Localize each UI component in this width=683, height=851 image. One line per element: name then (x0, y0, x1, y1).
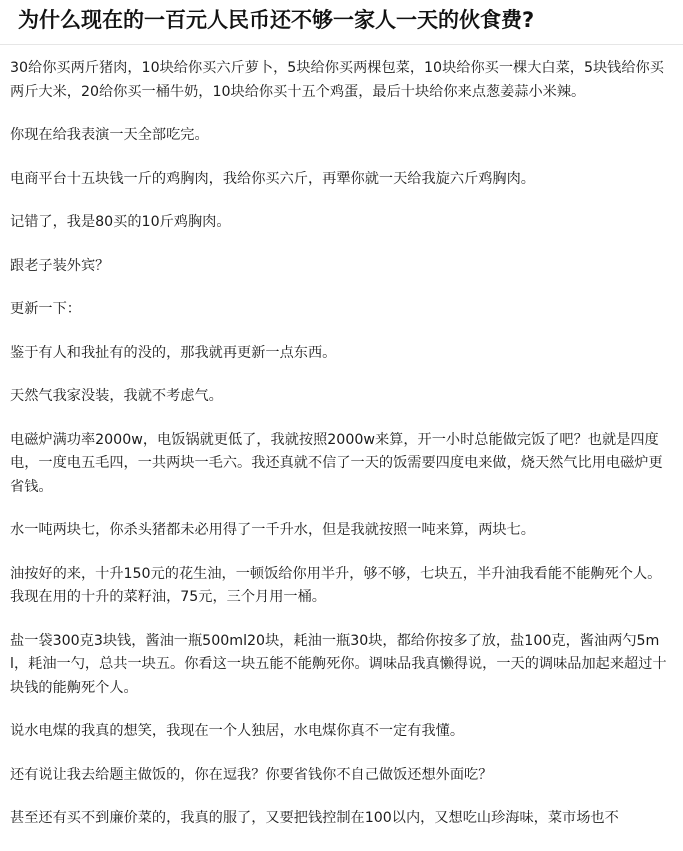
question-title: 为什么现在的一百元人民币还不够一家人一天的伙食费? (18, 8, 535, 32)
answer-paragraph: 跟老子装外宾？ (10, 257, 110, 274)
answer-paragraph: 还有说让我去给题主做饭的，你在逗我？你要省钱你不自己做饭还想外面吃？ (10, 766, 493, 783)
answer-paragraph: 鉴于有人和我扯有的没的，那我就再更新一点东西。 (10, 344, 337, 361)
answer-paragraph: 你现在给我表演一天全部吃完。 (10, 127, 209, 143)
answer-paragraph: 电磁炉满功率2000w，电饭锅就更低了，我就按照2000w来算，开一小时总能做完饭了吧？也就是四度电，一度电五毛四，一共两块一毛六。我还真就不信了一天的饭需要四度电来做，烧天然气比用电磁炉更省钱。 (10, 431, 663, 495)
answer-paragraph: 30给你买两斤猪肉，10块给你买六斤萝卜，5块给你买两棵包菜，10块给你买一棵大白菜，5块钱给你买两斤大米，20给你买一桶牛奶，10块给你买十五个鸡蛋，最后十块给你来点葱姜蒜小米辣。 (10, 60, 664, 100)
answer-paragraph: 盐一袋300克3块钱，酱油一瓶500ml20块，耗油一瓶30块，都给你按多了放，盐100克，酱油两勺5ml，耗油一勺，总共一块五。你看这一块五能不能齁死你。调味品我真懒得说，一天的调味品加起来超过十块钱的能齁死个人。 (10, 632, 667, 696)
answer-paragraph: 甚至还有买不到廉价菜的，我真的服了，又要把钱控制在100以内，又想吃山珍海味，菜市场也不 (10, 810, 619, 826)
answer-paragraph: 天然气我家没装，我就不考虑气。 (10, 388, 223, 404)
answer-paragraph: 记错了，我是80买的10斤鸡胸肉。 (10, 214, 231, 230)
answer-body (10, 57, 672, 851)
question-header (0, 0, 683, 45)
answer-paragraph: 说水电煤的我真的想笑，我现在一个人独居，水电煤你真不一定有我懂。 (10, 723, 465, 739)
answer-paragraph: 水一吨两块七，你杀头猪都未必用得了一千升水，但是我就按照一吨来算，两块七。 (10, 522, 535, 538)
answer-paragraph: 油按好的来，十升150元的花生油，一顿饭给你用半升，够不够，七块五，半升油我看能不能齁死个人。我现在用的十升的菜籽油，75元，三个月用一桶。 (10, 565, 662, 605)
answer-paragraph: 电商平台十五块钱一斤的鸡胸肉，我给你买六斤，再犟你就一天给我旋六斤鸡胸肉。 (10, 170, 535, 187)
answer-paragraph: 更新一下： (10, 301, 81, 317)
